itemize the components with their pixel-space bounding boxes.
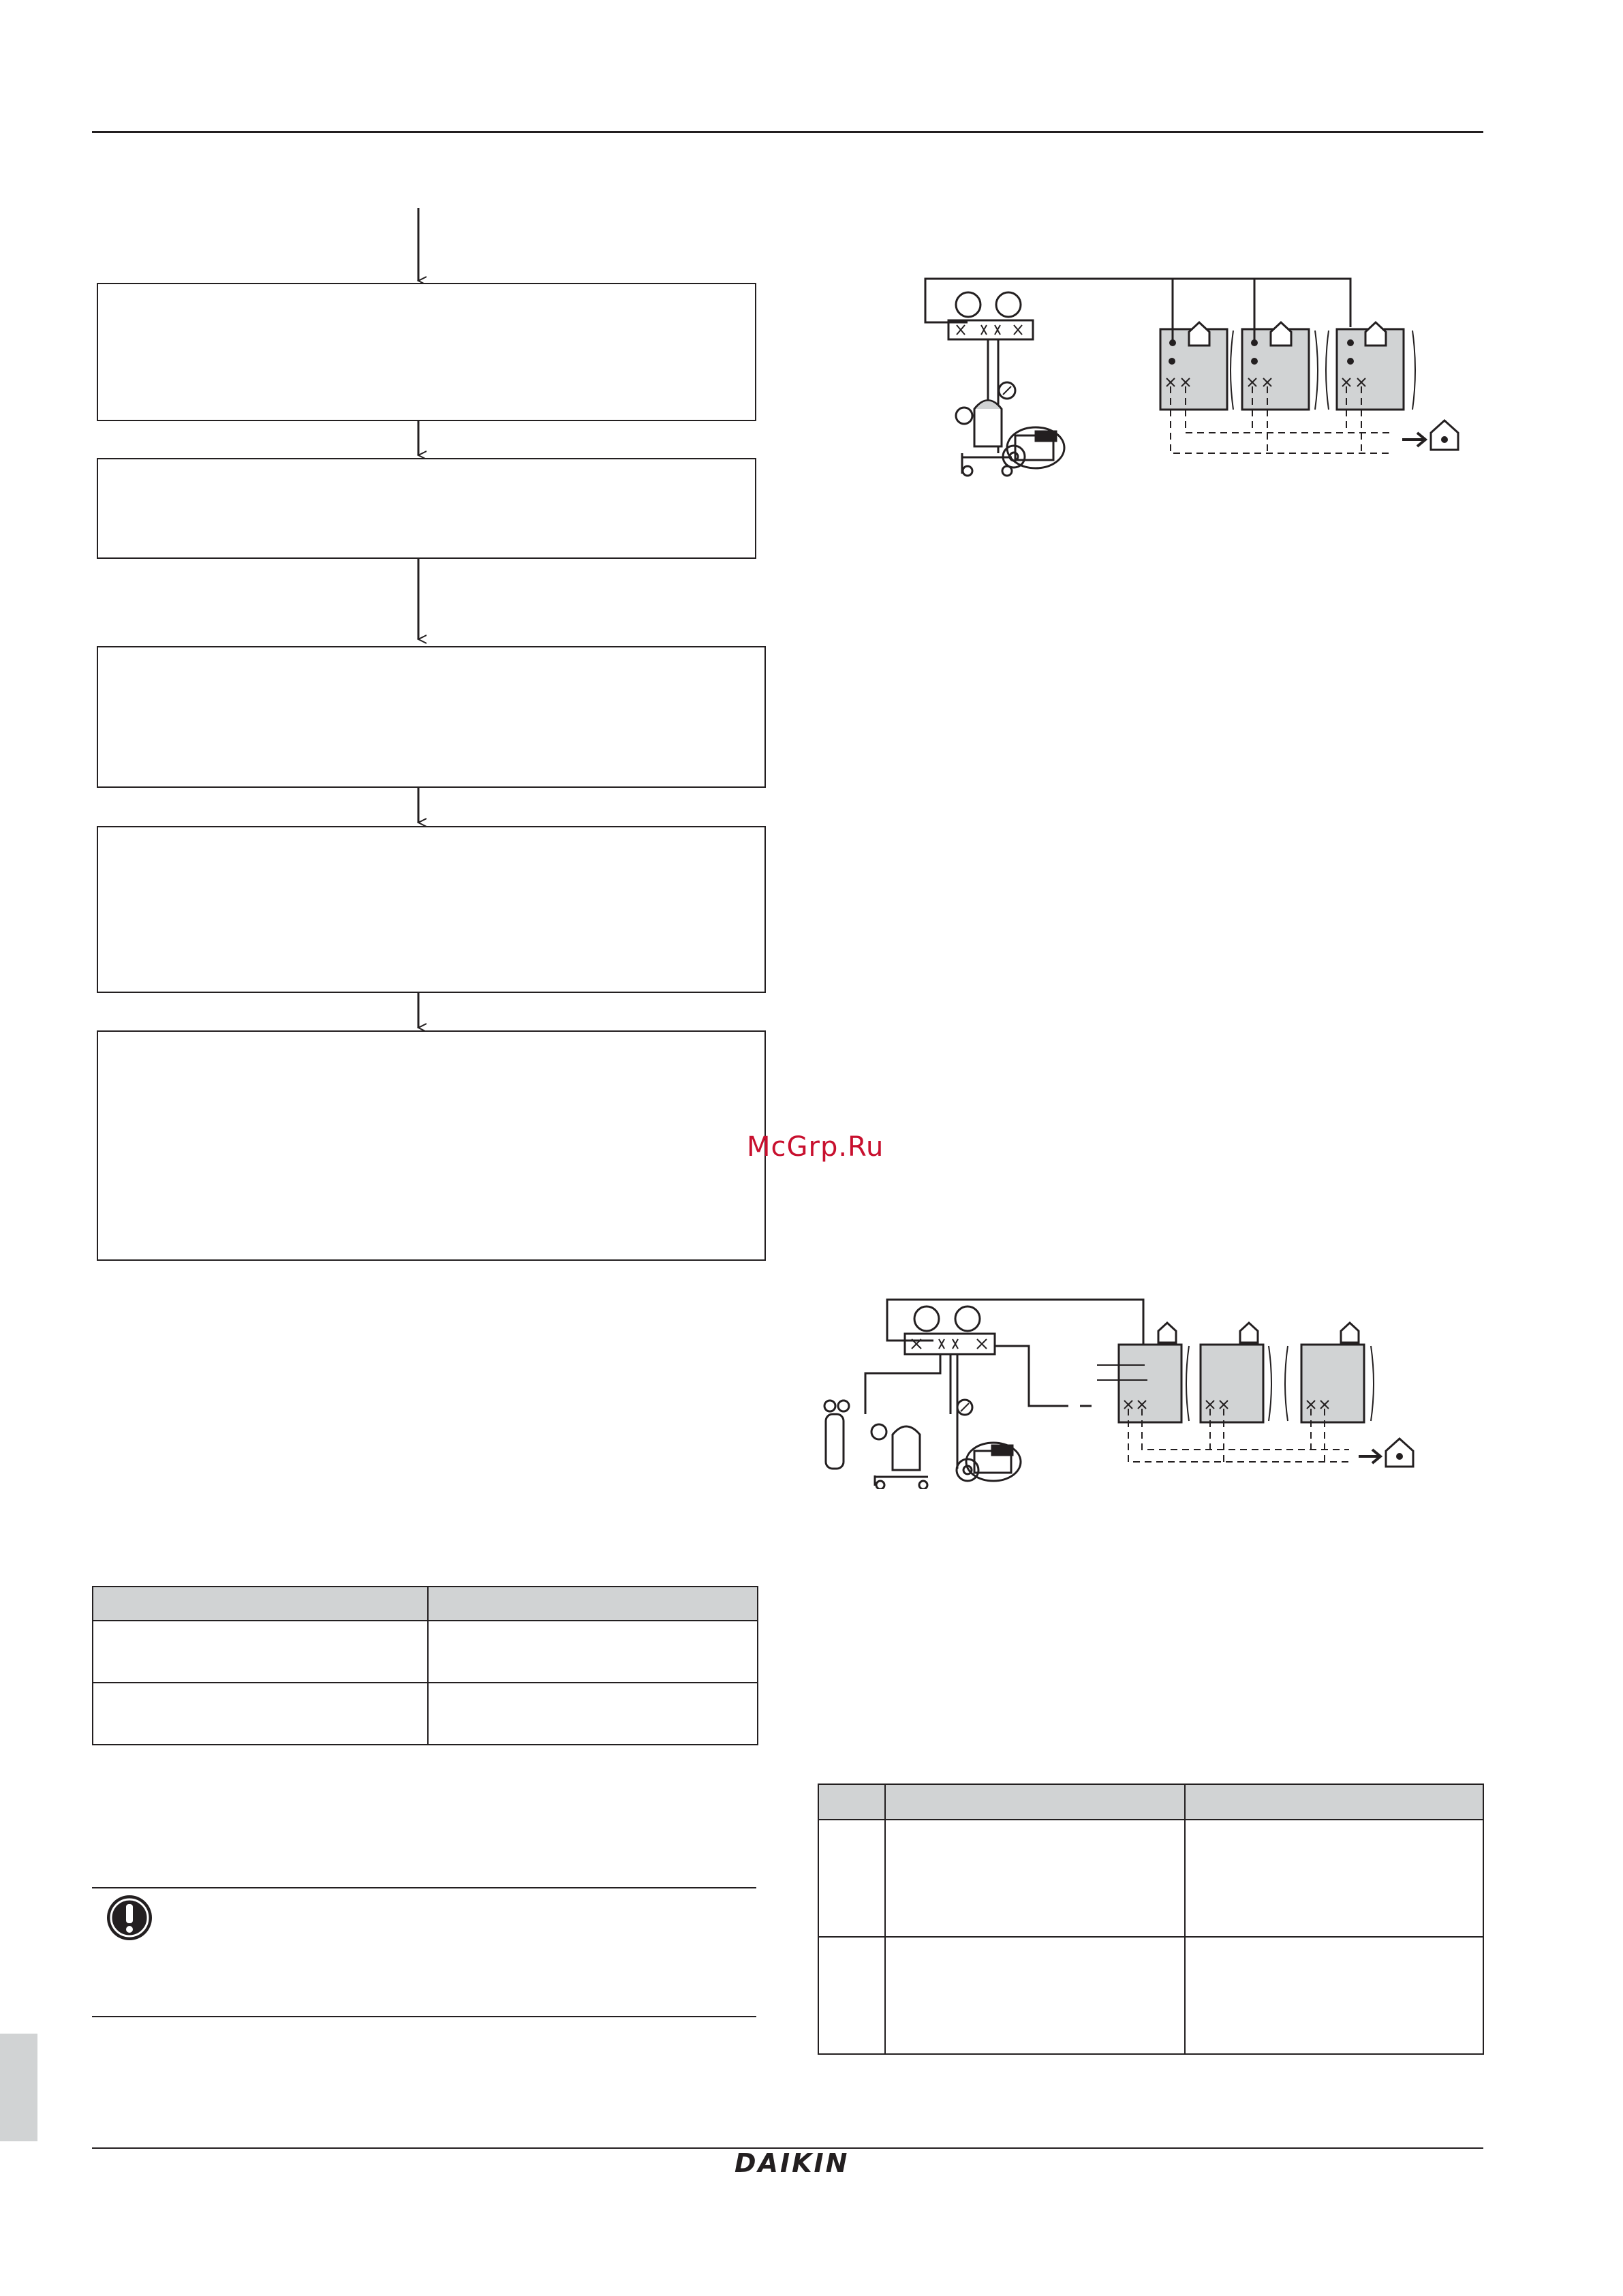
table-row — [818, 1820, 1483, 1937]
table-cell — [1185, 1820, 1483, 1937]
left-table-header-cell — [93, 1587, 428, 1621]
flow-step-2 — [97, 458, 756, 559]
right-table-header-cell — [885, 1784, 1185, 1820]
table-cell — [1185, 1937, 1483, 2054]
left-table — [92, 1586, 758, 1745]
table-cell — [428, 1621, 758, 1683]
flow-step-5 — [97, 1030, 766, 1261]
watermark: McGrp.Ru — [747, 1131, 884, 1163]
table-cell — [428, 1683, 758, 1745]
table-cell — [885, 1937, 1185, 2054]
flow-step-1 — [97, 283, 756, 421]
refrigerant-diagram-2 — [811, 1291, 1438, 1489]
table-cell — [818, 1820, 885, 1937]
left-table-header-row — [93, 1587, 758, 1621]
table-cell — [818, 1937, 885, 2054]
table-row — [818, 1937, 1483, 2054]
table-row — [93, 1621, 758, 1683]
table-cell — [93, 1621, 428, 1683]
notice-rule-top — [92, 1887, 756, 1888]
notice-rule-bottom — [92, 2016, 756, 2017]
table-cell — [93, 1683, 428, 1745]
notice-text — [170, 1898, 749, 2007]
left-table-header-cell — [428, 1587, 758, 1621]
daikin-logo: DAIKIN — [735, 2148, 850, 2178]
right-table — [818, 1784, 1484, 2055]
right-table-header-cell — [818, 1784, 885, 1820]
right-table-header-row — [818, 1784, 1483, 1820]
refrigerant-diagram-1 — [886, 269, 1485, 487]
flow-step-3 — [97, 646, 766, 788]
flow-step-4 — [97, 826, 766, 993]
right-table-header-cell — [1185, 1784, 1483, 1820]
chapter-side-tab — [0, 2034, 37, 2141]
table-cell — [885, 1820, 1185, 1937]
table-row — [93, 1683, 758, 1745]
exclamation-icon — [105, 1893, 154, 1942]
